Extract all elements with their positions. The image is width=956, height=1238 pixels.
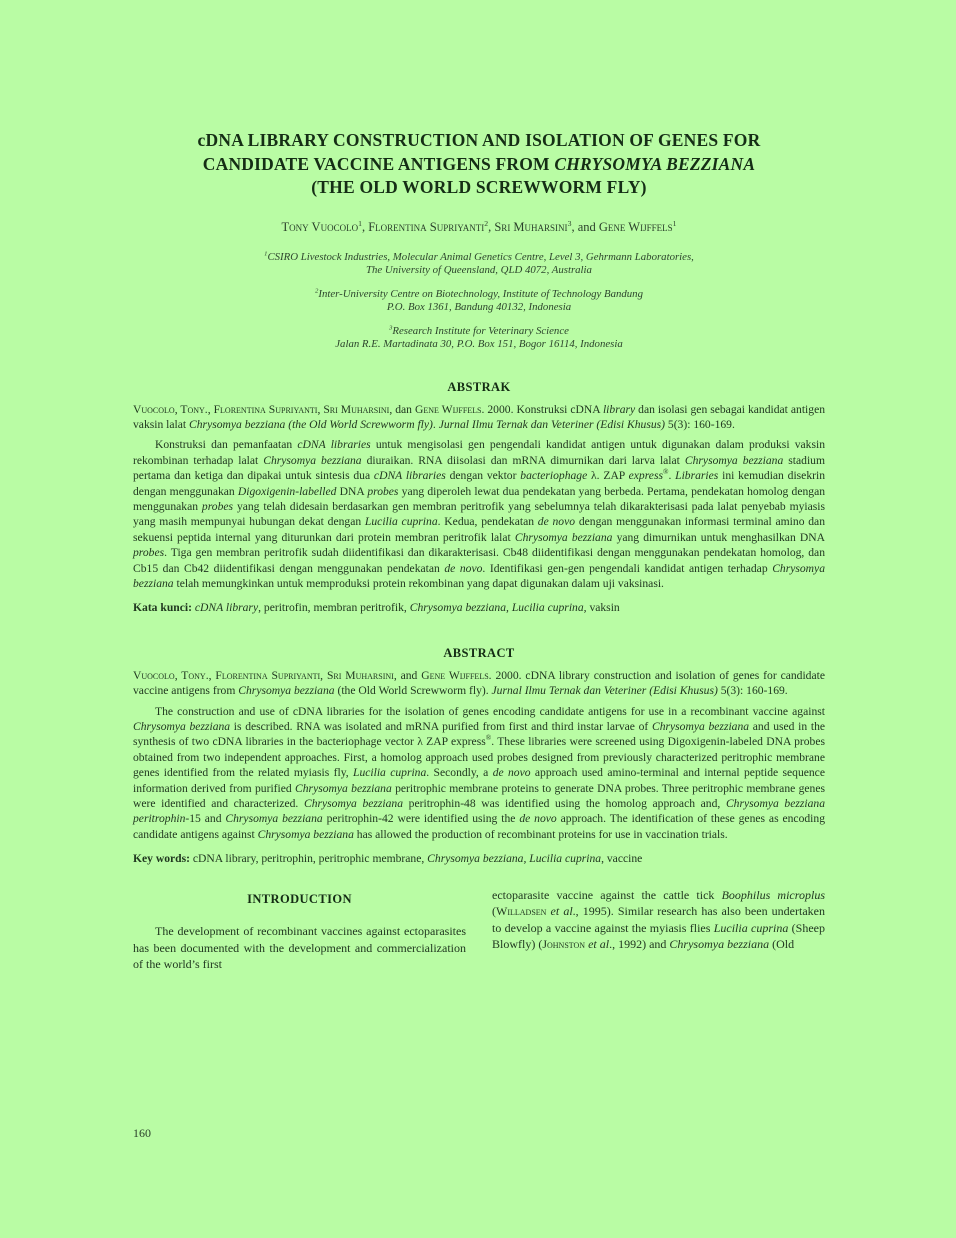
authors-line: Tony Vuocolo$^1$, Florentina Supriyanti$^2$, Sri Muharsini$^3$, and Gene Wijffels$^1$ xyxy=(281,218,677,234)
paper-title-line-1: cDNA LIBRARY CONSTRUCTION AND ISOLATION OF GENES FOR xyxy=(197,130,761,150)
affiliation-2-line-1: $^2$Inter-University Centre on Biotechnology, Institute of Technology Bandung xyxy=(315,286,643,300)
affiliation-1-line-2: The University of Queensland, QLD 4072, Australia xyxy=(366,264,592,276)
affiliation-3 xyxy=(133,325,825,352)
affiliations xyxy=(133,251,825,352)
abstract-citation: Vuocolo, Tony., Florentina Supriyanti, Sri Muharsini, and Gene Wijffels. 2000. cDNA library construction and isolation of genes for candidate vaccine antigens from Chrysomya bezziana (the Old World Screwworm fly). Jurnal Ilmu Ternak dan Veteriner (Edisi Khusus) 5(3): 160-169. xyxy=(133,668,825,698)
two-column-section xyxy=(133,887,825,973)
abstract-body: The construction and use of cDNA libraries for the isolation of genes encoding candidate antigens for use in a recombinant vaccine against Chrysomya bezziana is described. RNA was isolated and mRNA purified from first and third instar larvae of Chrysomya bezziana and used in the synthesis of two cDNA libraries in the bacteriophage vector λ ZAP express®. These libraries were screened using Digoxigenin-labeled DNA probes obtained from two independent approaches. First, a homolog approach used probes designed from previously characterized peritrophic membrane genes identified from the related myiasis fly, Lucilia cuprina. Secondly, a de novo approach used amino-terminal and internal peptide sequence information derived from purified Chrysomya bezziana peritrophic membrane proteins to generate DNA probes. Three peritrophic membrane genes were identified and characterized. Chrysomya bezziana peritrophin-48 was identified using the homolog approach and, Chrysomya bezziana peritrophin-15 and Chrysomya bezziana peritrophin-42 were identified using the de novo approach. The identification of these genes as encoding candidate antigens against Chrysomya bezziana has allowed the production of recombinant proteins for use in vaccination trials. xyxy=(133,704,826,841)
paper-title xyxy=(133,129,825,200)
affiliation-2 xyxy=(133,288,825,315)
affiliation-2-line-2: P.O. Box 1361, Bandung 40132, Indonesia xyxy=(386,301,572,313)
left-column xyxy=(133,887,466,973)
intro-right-paragraph: ectoparasite vaccine against the cattle tick Boophilus microplus (Willadsen et al., 1995). Similar research has also been undertaken to develop a vaccine against the myiasis flies Lucilia cuprina (Sheep Blowfly) (Johnston et al., 1992) and Chrysomya bezziana (Old xyxy=(492,887,825,952)
affiliation-3-line-1: $^3$Research Institute for Veterinary Science xyxy=(389,323,569,337)
introduction-heading: INTRODUCTION xyxy=(247,891,352,906)
paper-title-line-2: CANDIDATE VACCINE ANTIGENS FROM CHRYSOMYA BEZZIANA xyxy=(202,153,756,174)
abstrak-body: Konstruksi dan pemanfaatan cDNA libraries untuk mengisolasi gen pengendali kandidat antigen untuk digunakan dalam produksi vaksin rekombinan terhadap lalat Chrysomya bezziana diuraikan. RNA diisolasi dan mRNA dimurnikan dari larva lalat Chrysomya bezziana stadium pertama dan ketiga dan dipakai untuk sintesis dua cDNA libraries dengan vektor bacteriophage λ. ZAP express®. Libraries ini kemudian disekrin dengan menggunakan Digoxigenin-labelled DNA probes yang diperoleh lewat dua pendekatan yang berbeda. Pertama, pendekatan homolog dengan menggunakan probes yang telah didesain berdasarkan gen membran peritrofik yang sebelumnya telah dikarakterisasi pada lalat penyebab myiasis yang masih mempunyai hubungan dekat dengan Lucilia cuprina. Kedua, pendekatan de novo dengan menggunakan informasi terminal amino dan sekuensi peptida internal yang diturunkan dari protein membran peritrofik lalat Chrysomya bezziana yang dimurnikan untuk menghasilkan DNA probes. Tiga gen membran peritrofik sudah diidentifikasi dan dikarakterisasi. Cb48 diidentifikasi dengan menggunakan pendekatan homolog, dan Cb15 dan Cb42 diidentifikasi dengan menggunakan pendekatan de novo. Identifikasi gen-gen pengendali kandidat antigen terhadap Chrysomya bezziana telah memungkinkan untuk memproduksi protein rekombinan yang dapat digunakan dalam uji vaksinasi. xyxy=(133,438,826,590)
abstract-keywords: Key words: cDNA library, peritrophin, peritrophic membrane, Chrysomya bezziana, Lucilia cuprina, vaccine xyxy=(133,852,643,866)
abstrak-citation: Vuocolo, Tony., Florentina Supriyanti, Sri Muharsini, dan Gene Wijffels. 2000. Konstruksi cDNA library dan isolasi gen sebagai kandidat antigen vaksin lalat Chrysomya bezziana (the Old World Screwworm fly). Jurnal Ilmu Ternak dan Veteriner (Edisi Khusus) 5(3): 160-169. xyxy=(133,402,826,431)
right-column xyxy=(492,887,825,973)
abstrak-keywords: Kata kunci: cDNA library, peritrofin, membran peritrofik, Chrysomya bezziana, Lucilia cuprina, vaksin xyxy=(133,601,620,615)
paper-title-line-3: (THE OLD WORLD SCREWWORM FLY) xyxy=(311,177,647,197)
intro-left-paragraph: The development of recombinant vaccines against ectoparasites has been documented with the development and commercialization of the world’s first xyxy=(133,924,466,972)
abstrak-heading: ABSTRAK xyxy=(447,379,511,394)
abstract-heading: ABSTRACT xyxy=(443,645,515,660)
affiliation-1-line-1: $^1$CSIRO Livestock Industries, Molecular Animal Genetics Centre, Level 3, Gehrmann Laboratories, xyxy=(264,249,694,263)
affiliation-1 xyxy=(133,251,825,278)
affiliation-3-line-2: Jalan R.E. Martadinata 30, P.O. Box 151, Bogor 16114, Indonesia xyxy=(335,338,623,350)
page-content xyxy=(133,129,825,973)
page-number: 160 xyxy=(133,1126,151,1140)
